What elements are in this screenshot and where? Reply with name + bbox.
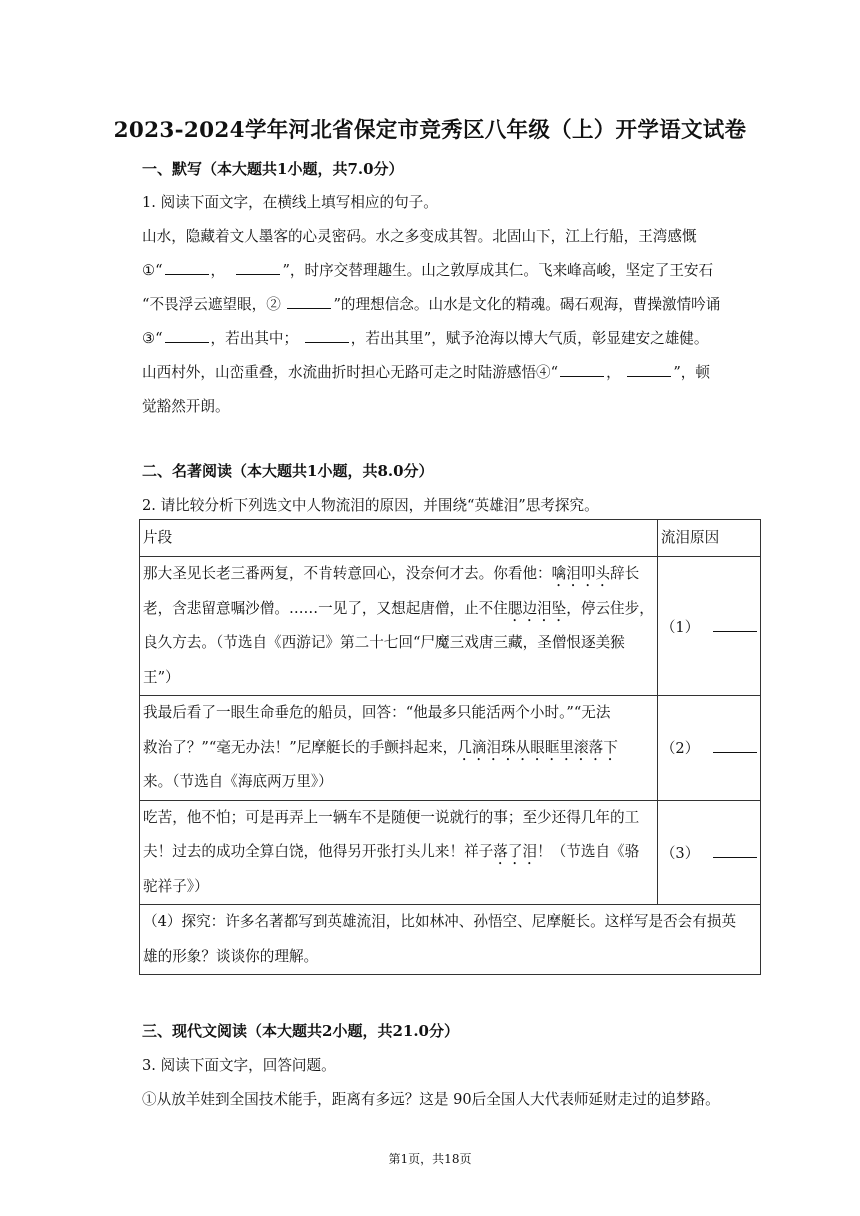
passage-text: ”，顿 [673,364,710,381]
excerpt-cell: 我最后看了一眼生命垂危的船员，回答：“他最多只能活两个小时。”“无法 救治了？”“毫无办法！”尼摩艇长的手颤抖起来，几滴泪珠从眼眶里滚落下 来。（节选自《海底两万里》） [140,696,658,801]
passage-text: ①“ [142,262,163,279]
passage-text: ”，时序交替理趣生。山之敦厚成其仁。飞来峰高峻，坚定了王安石 [282,262,714,279]
passage-text: ③“ [142,330,163,347]
passage-line: ①从放羊娃到全国技术能手，距离有多远？这是 90后全国人大代表师延财走过的追梦路。 [142,1091,720,1108]
emphasized-text: 几滴泪珠从眼眶里滚落下 [457,738,618,756]
section-2-heading: 二、名著阅读（本大题共1小题，共8.0分） [142,462,434,480]
table-header-cell: 片段 [140,520,658,557]
table-row [140,696,761,801]
passage-line: 山水，隐藏着文人墨客的心灵密码。水之多变成其智。北固山下，江上行船，王湾感慨 [142,228,697,245]
emphasized-text: 噙泪叩头 [551,565,611,582]
passage-text: ，若出其中； [210,330,299,347]
fill-blank[interactable] [165,329,209,343]
passage-line: 觉豁然开朗。 [142,398,230,415]
page-title: 2023-2024学年河北省保定市竞秀区八年级（上）开学语文试卷 [113,118,747,143]
excerpt-cell: 吃苦，他不怕；可是再弄上一辆车不是随便一说就行的事；至少还得几年的工 夫！过去的成功全算白饶，他得另开张打头儿来！祥子落了泪！（节选自《骆 驼祥子》） [140,800,658,905]
answer-cell[interactable]: （1） [657,557,760,696]
fill-blank[interactable] [627,363,671,377]
page-number: 第1页，共18页 [388,1152,472,1166]
answer-cell[interactable]: （2） [657,696,760,801]
answer-blank[interactable] [713,617,757,632]
passage-text: ，若出其里”，赋予沧海以博大气质，彰显建安之雄健。 [350,330,709,347]
table-header-cell: 流泪原因 [657,520,760,557]
question-2-prompt: 2. 请比较分析下列选文中人物流泪的原因，并围绕“英雄泪”思考探究。 [142,497,599,514]
fill-blank[interactable] [287,295,331,309]
answer-blank[interactable] [713,738,757,753]
passage-text: ， [606,364,621,381]
passage-text: 山西村外，山峦重叠，水流曲折时担心无路可走之时陆游感悟④“ [142,364,559,381]
table-header-row [140,520,761,557]
question-1-prompt: 1. 阅读下面文字，在横线上填写相应的句子。 [142,194,438,211]
table-row [140,557,761,696]
answer-blank[interactable] [713,843,757,858]
answer-cell[interactable]: （3） [657,800,760,905]
passage-line [142,259,713,280]
question-3-prompt: 3. 阅读下面文字，回答问题。 [142,1057,336,1074]
emphasized-text: 落了泪 [493,843,538,860]
emphasized-text: 腮边泪坠 [507,599,567,617]
reading-table [139,519,761,975]
passage-line [142,361,710,382]
passage-text: ”的理想信念。山水是文化的精魂。碣石观海，曹操激情吟诵 [333,296,721,313]
passage-line [142,327,708,348]
discussion-cell[interactable]: （4）探究：许多名著都写到英雄流泪，比如林冲、孙悟空、尼摩艇长。这样写是否会有损英 雄的形象？谈谈你的理解。 [140,905,761,975]
fill-blank[interactable] [236,261,280,275]
fill-blank[interactable] [305,329,349,343]
table-row [140,905,761,975]
passage-text: ， [210,262,226,279]
section-1-heading: 一、默写（本大题共1小题，共7.0分） [142,160,404,178]
excerpt-cell: 那大圣见长老三番两复，不肯转意回心，没奈何才去。你看他：噙泪叩头辞长 老，含悲留意嘱沙僧。……一见了，又想起唐僧，止不住腮边泪坠，停云住步， 良久方去。（节选自《西游记》第二十七回“尸魔三戏唐三藏，圣僧恨逐美猴 王”） [140,557,658,696]
fill-blank[interactable] [560,363,604,377]
fill-blank[interactable] [165,261,209,275]
section-3-heading: 三、现代文阅读（本大题共2小题，共21.0分） [142,1022,459,1040]
passage-line [142,293,720,314]
table-row [140,800,761,905]
passage-text: “不畏浮云遮望眼，② [142,296,281,313]
